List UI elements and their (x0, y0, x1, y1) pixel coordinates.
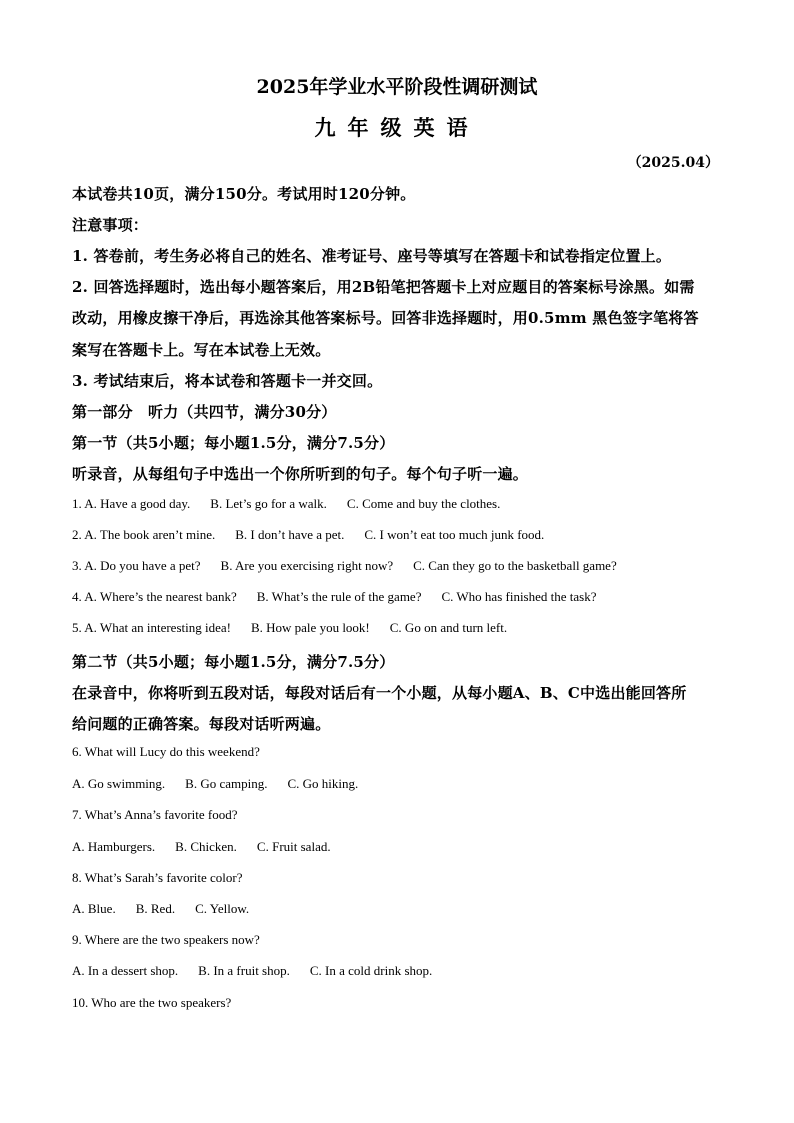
section2-instruction-line-1: 在录音中，你将听到五段对话，每段对话后有一个小题，从每小题A、B、C中选出能回答所 (72, 684, 687, 702)
option-a: A. Blue. (72, 901, 116, 916)
option-a: A. Hamburgers. (72, 839, 156, 854)
question-7-options (72, 839, 722, 855)
option-a: 4. A. Where’s the nearest bank? (72, 589, 237, 604)
exam-intro: 本试卷共10页，满分150分。考试用时120分钟。 (72, 185, 416, 203)
option-c: C. Come and buy the clothes. (346, 496, 501, 511)
option-a: 1. A. Have a good day. (72, 496, 191, 511)
option-b: B. Chicken. (175, 839, 237, 854)
subject-title: 九年级英语 (314, 115, 480, 140)
option-b: B. I don’t have a pet. (235, 527, 345, 542)
question-7-stem: 7. What’s Anna’s favorite food? (72, 807, 238, 822)
note-item-2-line-3: 案写在答题卡上。写在本试卷上无效。 (72, 341, 331, 359)
option-c: C. Fruit salad. (256, 839, 331, 854)
option-a: 2. A. The book aren’t mine. (72, 527, 216, 542)
option-c: C. Can they go to the basketball game? (413, 558, 617, 573)
exam-date: （2025.04） (627, 155, 719, 171)
note-item-2-line-2: 改动，用橡皮擦干净后，再选涂其他答案标号。回答非选择题时，用0.5mm 黑色签字笔将答 (72, 309, 699, 327)
option-a: A. In a dessert shop. (72, 963, 179, 978)
note-item-2-line-1: 2. 回答选择题时，选出每小题答案后，用2B铅笔把答题卡上对应题目的答案标号涂黑。如需 (72, 278, 695, 296)
option-c: C. In a cold drink shop. (309, 963, 433, 978)
part1-heading: 第一部分 听力（共四节，满分30分） (72, 403, 337, 421)
question-6-stem: 6. What will Lucy do this weekend? (72, 744, 260, 759)
option-b: B. Let’s go for a walk. (210, 496, 327, 511)
section2-heading: 第二节（共5小题；每小题1.5分，满分7.5分） (72, 653, 395, 671)
question-8-stem: 8. What’s Sarah’s favorite color? (72, 870, 243, 885)
option-b: B. Go camping. (185, 776, 268, 791)
question-3 (72, 558, 722, 574)
question-6-options (72, 776, 722, 792)
option-b: B. Red. (135, 901, 176, 916)
section1-instruction: 听录音，从每组句子中选出一个你所听到的句子。每个句子听一遍。 (72, 465, 529, 483)
question-4 (72, 589, 722, 605)
option-b: B. Are you exercising right now? (220, 558, 394, 573)
question-5 (72, 620, 722, 636)
option-c: C. Go hiking. (287, 776, 359, 791)
note-item-3: 3. 考试结束后，将本试卷和答题卡一并交回。 (72, 372, 383, 390)
option-a: 5. A. What an interesting idea! (72, 620, 231, 635)
question-10-stem: 10. Who are the two speakers? (72, 995, 232, 1010)
question-2 (72, 527, 722, 543)
option-a: 3. A. Do you have a pet? (72, 558, 201, 573)
option-c: C. Yellow. (195, 901, 250, 916)
question-9-stem: 9. Where are the two speakers now? (72, 932, 260, 947)
question-8-options (72, 901, 722, 917)
section1-heading: 第一节（共5小题；每小题1.5分，满分7.5分） (72, 434, 395, 452)
option-b: B. In a fruit shop. (198, 963, 290, 978)
option-b: B. What’s the rule of the game? (256, 589, 422, 604)
option-a: A. Go swimming. (72, 776, 166, 791)
question-9-options (72, 963, 722, 979)
section2-instruction-line-2: 给问题的正确答案。每段对话听两遍。 (72, 715, 331, 733)
option-c: C. I won’t eat too much junk food. (364, 527, 545, 542)
question-1 (72, 496, 722, 512)
notes-heading: 注意事项： (72, 216, 149, 234)
option-c: C. Go on and turn left. (389, 620, 508, 635)
note-item-1: 1. 答卷前，考生务必将自己的姓名、准考证号、座号等填写在答题卡和试卷指定位置上。 (72, 247, 672, 265)
option-c: C. Who has finished the task? (441, 589, 597, 604)
page-title: 2025年学业水平阶段性调研测试 (256, 76, 538, 98)
option-b: B. How pale you look! (250, 620, 370, 635)
